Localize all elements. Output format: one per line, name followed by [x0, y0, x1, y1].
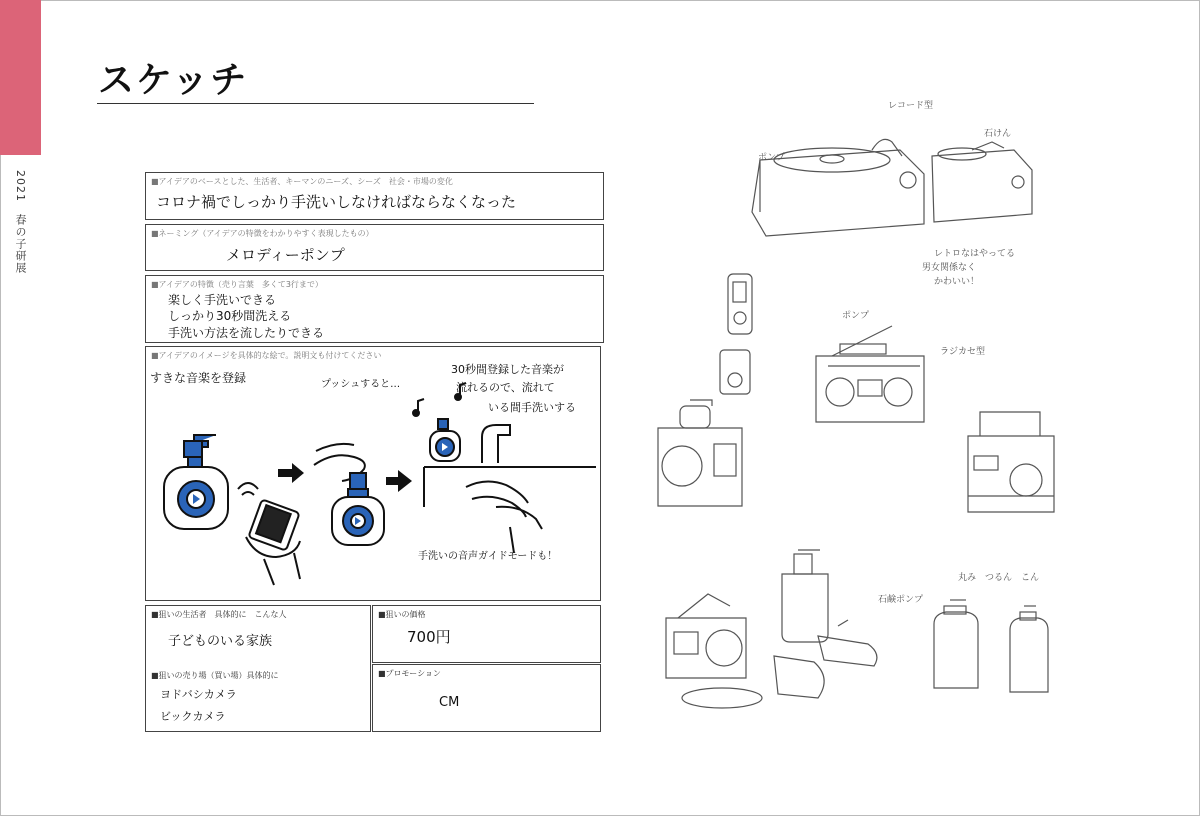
- naming-answer: メロディーポンプ: [226, 246, 345, 264]
- note-register-music: すきな音楽を登録: [150, 371, 247, 385]
- handle-radio-sketch-icon: [968, 412, 1054, 512]
- pump2-label: ポンプ: [842, 311, 870, 321]
- naming-label: ■ネーミング（アイデアの特徴をわかりやすく表現したもの）: [151, 229, 374, 238]
- note-voice-guide: 手洗いの音声ガイドモードも！: [418, 551, 558, 562]
- pencil-sketches: [632, 60, 1072, 730]
- idea-base-answer: コロナ禍でしっかり手洗いしなければならなくなった: [156, 193, 517, 211]
- price-label: ■狙いの価格: [378, 610, 426, 619]
- note-30sec-3: いる間手洗いする: [488, 401, 576, 414]
- tall-bottle-sketch-icon: [782, 550, 828, 642]
- radio-pump-sketch-icon: [666, 594, 762, 708]
- features-box: [145, 275, 604, 343]
- title-divider: [97, 103, 534, 104]
- promotion-answer: CM: [439, 695, 460, 710]
- section-tab: [0, 0, 41, 155]
- speaker-bottle-sketch-icon: [658, 400, 742, 506]
- naming-box: [145, 224, 604, 271]
- feature-item: 手洗い方法を流したりできる: [168, 326, 325, 340]
- smartphone-icon: [238, 483, 300, 585]
- pushed-bottle-icon: [314, 444, 384, 545]
- handwash-scene-icon: [413, 383, 596, 553]
- page-title: スケッチ: [98, 60, 249, 101]
- store-label: ■狙いの売り場（買い場）具体的に: [151, 671, 279, 680]
- radio-cassette-sketch-icon: [816, 326, 924, 422]
- price-answer: 700円: [407, 628, 451, 646]
- pump-bottle-icon: [164, 435, 228, 529]
- note-30sec-1: 30秒間登録した音楽が: [451, 363, 564, 376]
- store-answer-2: ビックカメラ: [160, 710, 226, 723]
- store-answer-1: ヨドバシカメラ: [160, 688, 237, 701]
- side-label: 2021 春の子研展: [14, 170, 27, 274]
- feature-item: しっかり30秒間洗える: [168, 309, 292, 323]
- promotion-label: ■プロモーション: [378, 669, 441, 678]
- retro-label-1: レトロなはやってる: [934, 249, 1016, 259]
- idea-base-box: [145, 172, 604, 220]
- idea-image-box: [145, 346, 601, 601]
- idea-base-label: ■アイデアのベースとした、生活者、キーマンのニーズ、シーズ 社会・市場の変化: [151, 177, 453, 186]
- music-player-sketch-icon: [720, 274, 752, 394]
- price-box: [372, 605, 601, 663]
- pump3-label: 石鹸ポンプ: [878, 595, 924, 605]
- pump-head-sketch-icon: [774, 620, 877, 698]
- round-label: 丸み つるん こん: [958, 573, 1040, 583]
- pump-label: ポンプ: [758, 153, 786, 163]
- arrow-right-icon: [278, 463, 304, 483]
- sketch-sheet: [632, 60, 1072, 730]
- round-bottle-sketch-icon: [934, 600, 1048, 692]
- retro-label-3: かわいい！: [934, 277, 980, 287]
- retro-label-2: 男女関係なく: [922, 263, 977, 273]
- promotion-box: [372, 664, 601, 732]
- arrow-right-icon: [386, 470, 412, 492]
- features-label: ■アイデアの特徴（売り言葉 多くて3行まで）: [151, 280, 323, 289]
- record-player-small-sketch-icon: [932, 142, 1032, 222]
- note-push: プッシュすると…: [321, 379, 401, 390]
- idea-image-label: ■アイデアのイメージを具体的な絵で。説明文も付けてください: [151, 351, 382, 360]
- feature-item: 楽しく手洗いできる: [168, 293, 277, 307]
- needle-label: 石けん: [984, 129, 1012, 139]
- note-30sec-2: 流れるので、流れて: [456, 381, 555, 394]
- record-label: レコード型: [888, 101, 934, 111]
- idea-illustration: [146, 347, 600, 600]
- target-answer: 子どものいる家族: [168, 634, 273, 649]
- radio-label: ラジカセ型: [940, 347, 986, 357]
- target-box: [145, 605, 371, 732]
- target-label: ■狙いの生活者 具体的に こんな人: [151, 610, 287, 619]
